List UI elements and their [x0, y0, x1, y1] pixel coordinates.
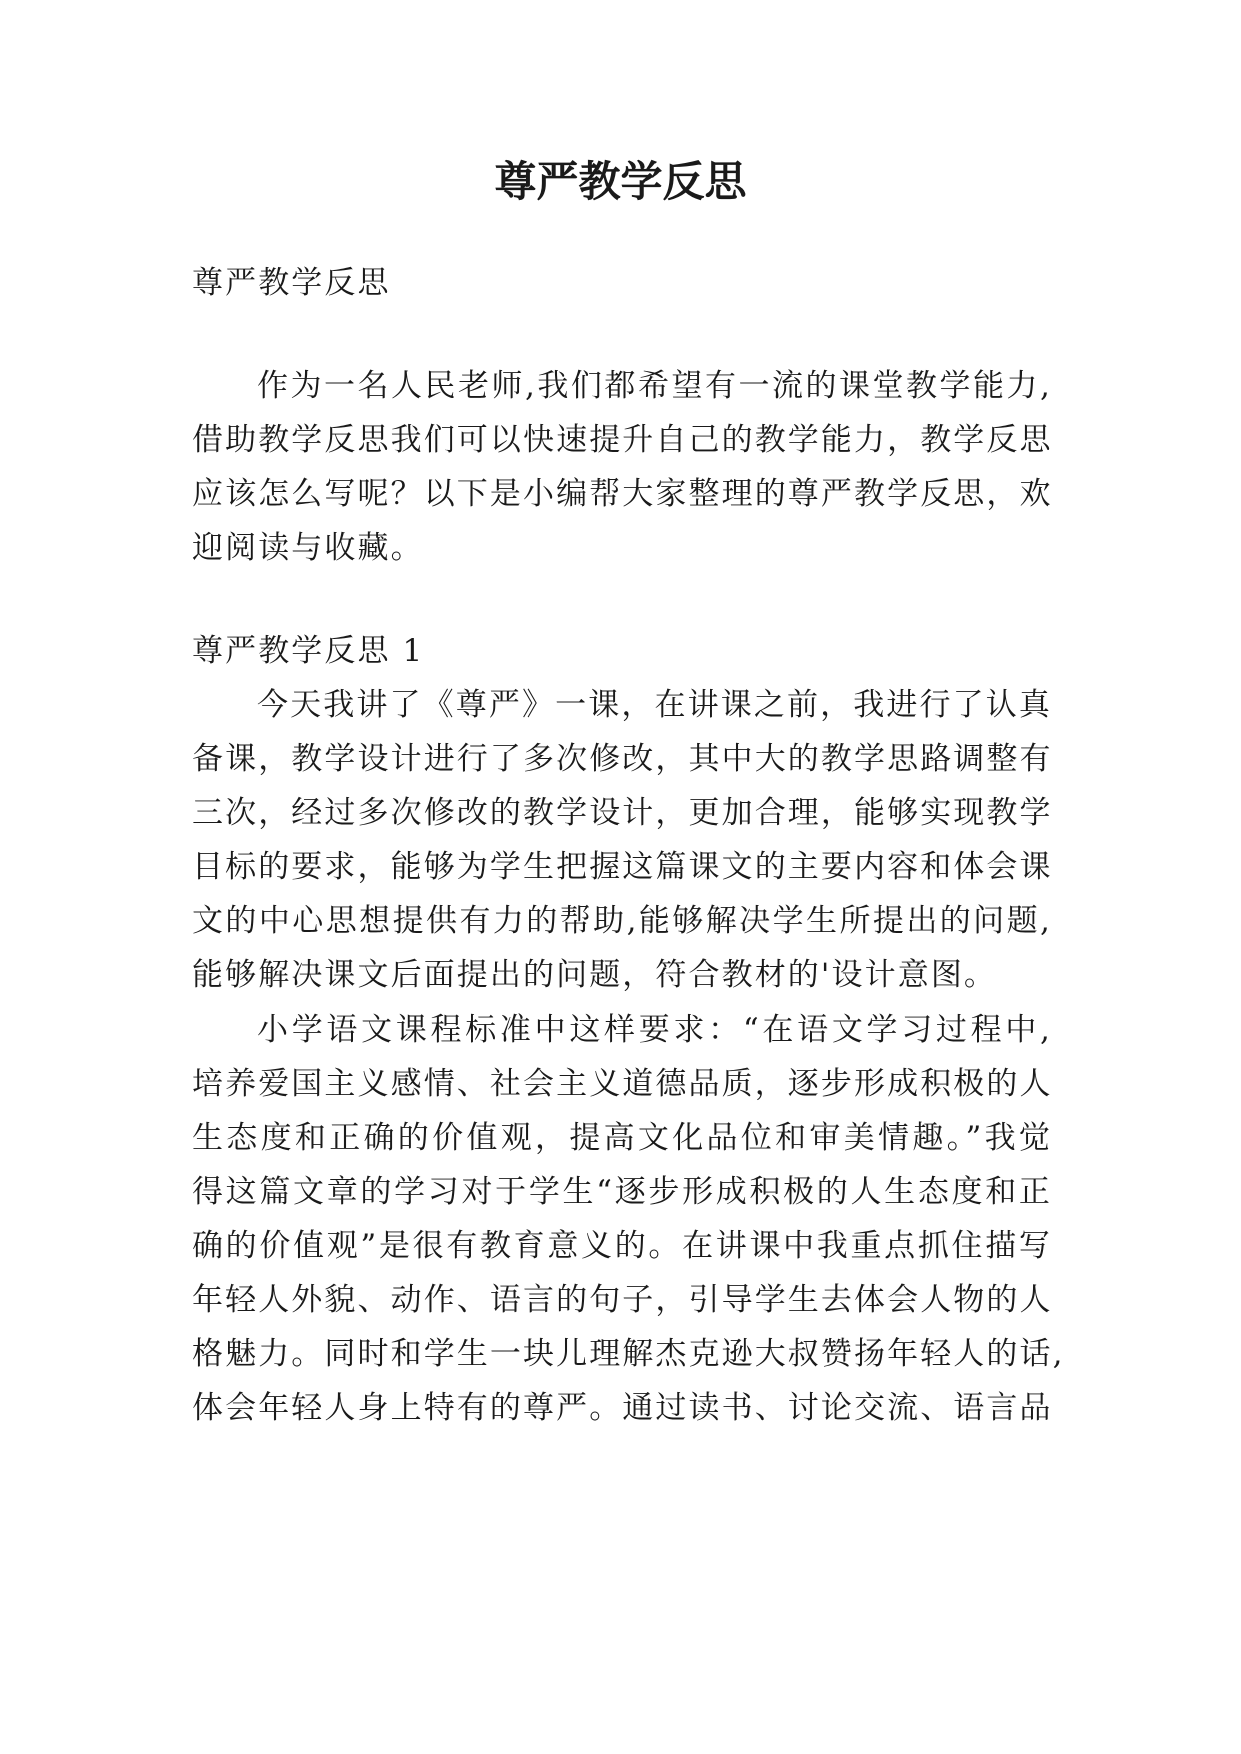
- document-title: 尊严教学反思: [494, 157, 747, 206]
- paragraph-line: 今天我讲了《尊严》一课，在讲课之前，我进行了认真: [257, 687, 1052, 723]
- intro-line: 应该怎么写呢？以下是小编帮大家整理的尊严教学反思，欢: [192, 476, 1053, 512]
- paragraph-line: 格魅力。同时和学生一块儿理解杰克逊大叔赞扬年轻人的话,: [192, 1336, 1065, 1372]
- document-subtitle: 尊严教学反思: [192, 265, 391, 301]
- paragraph-line: 体会年轻人身上特有的尊严。通过读书、讨论交流、语言品: [192, 1390, 1053, 1426]
- paragraph-line: 文的中心思想提供有力的帮助,能够解决学生所提出的问题,: [192, 903, 1052, 939]
- intro-line: 借助教学反思我们可以快速提升自己的教学能力，教学反思: [192, 422, 1053, 458]
- paragraph-line: 得这篇文章的学习对于学生“逐步形成积极的人生态度和正: [192, 1174, 1052, 1210]
- intro-line: 迎阅读与收藏。: [192, 530, 424, 566]
- paragraph-line: 年轻人外貌、动作、语言的句子，引导学生去体会人物的人: [192, 1282, 1053, 1318]
- paragraph-line: 能够解决课文后面提出的问题，符合教材的'设计意图。: [192, 957, 998, 993]
- paragraph-line: 备课，教学设计进行了多次修改，其中大的教学思路调整有: [192, 741, 1053, 777]
- paragraph-line: 目标的要求，能够为学生把握这篇课文的主要内容和体会课: [192, 849, 1053, 885]
- paragraph-line: 培养爱国主义感情、社会主义道德品质，逐步形成积极的人: [192, 1066, 1053, 1102]
- paragraph-line: 小学语文课程标准中这样要求：“在语文学习过程中,: [257, 1012, 1052, 1048]
- paragraph-line: 三次，经过多次修改的教学设计，更加合理，能够实现教学: [192, 795, 1053, 831]
- paragraph-line: 生态度和正确的价值观，提高文化品位和审美情趣。”我觉: [192, 1120, 1052, 1156]
- intro-line: 作为一名人民老师,我们都希望有一流的课堂教学能力,: [257, 368, 1052, 404]
- paragraph-line: 确的价值观”是很有教育意义的。在讲课中我重点抓住描写: [192, 1228, 1052, 1264]
- section-heading: 尊严教学反思 1: [192, 633, 425, 669]
